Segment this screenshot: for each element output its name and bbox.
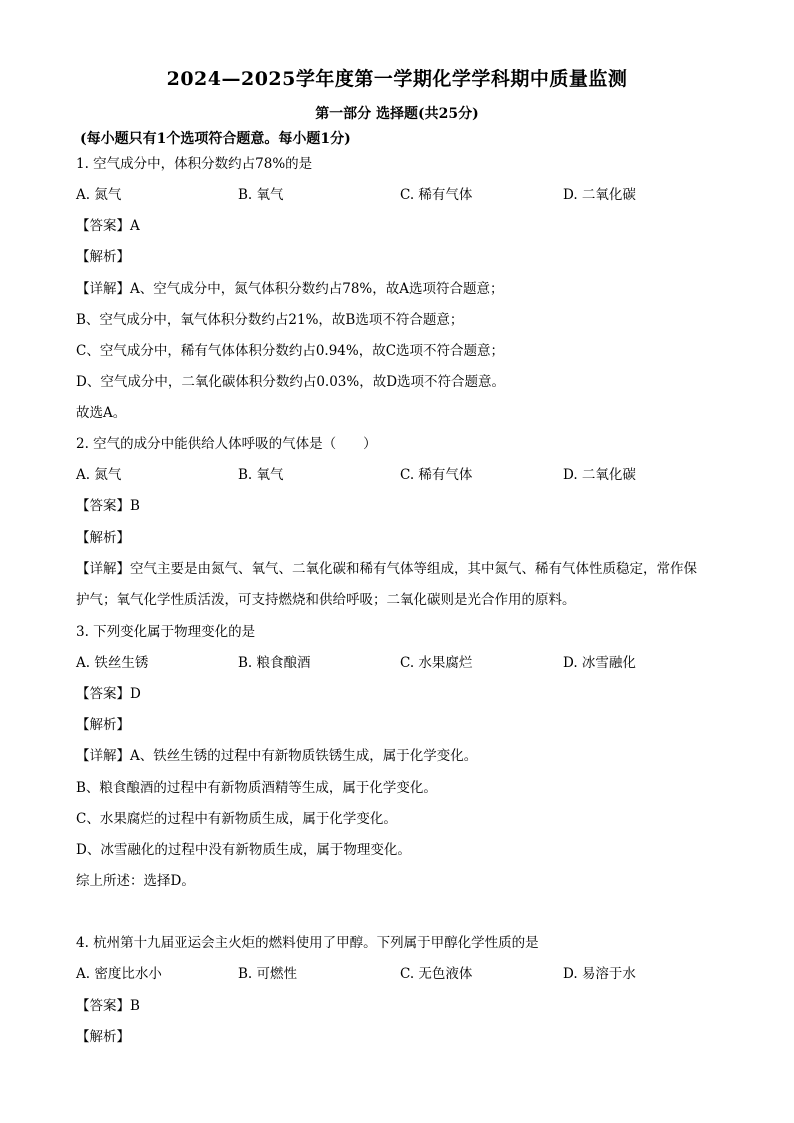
question-4-analysis: 【解析】 xyxy=(76,1029,130,1045)
question-3-detail-line: D、冰雪融化的过程中没有新物质生成，属于物理变化。 xyxy=(76,842,411,858)
question-2-detail-line: 护气；氧气化学性质活泼，可支持燃烧和供给呼吸；二氧化碳则是光合作用的原料。 xyxy=(76,592,576,608)
question-1-detail-line: 故选A。 xyxy=(76,405,127,421)
question-4-option-c: C. 无色液体 xyxy=(400,966,473,982)
section-heading: 第一部分 选择题(共25分) xyxy=(315,106,479,122)
question-1-option-d: D. 二氧化碳 xyxy=(563,187,636,203)
question-1-option-b: B. 氧气 xyxy=(238,187,284,203)
question-4-option-d: D. 易溶于水 xyxy=(563,966,636,982)
question-3-answer: 【答案】D xyxy=(76,686,141,702)
question-2-option-a: A. 氮气 xyxy=(76,467,122,483)
section-note: (每小题只有1个选项符合题意。每小题1分) xyxy=(80,131,351,147)
question-3-detail-line: 综上所述：选择D。 xyxy=(76,873,195,889)
question-3-detail-line: C、水果腐烂的过程中有新物质生成，属于化学变化。 xyxy=(76,811,397,827)
question-1-detail-line: D、空气成分中，二氧化碳体积分数约占0.03%，故D选项不符合题意。 xyxy=(76,374,506,390)
question-3-analysis: 【解析】 xyxy=(76,717,130,733)
question-2-detail-line: 【详解】空气主要是由氮气、氧气、二氧化碳和稀有气体等组成，其中氮气、稀有气体性质稳定，常作保 xyxy=(76,561,697,577)
question-1-option-c: C. 稀有气体 xyxy=(400,187,473,203)
question-3-option-d: D. 冰雪融化 xyxy=(563,655,636,671)
question-1-analysis: 【解析】 xyxy=(76,249,130,265)
question-3-detail-line: 【详解】A、铁丝生锈的过程中有新物质铁锈生成，属于化学变化。 xyxy=(76,748,478,764)
question-1-option-a: A. 氮气 xyxy=(76,187,122,203)
question-3-option-b: B. 粮食酿酒 xyxy=(238,655,311,671)
question-1-stem: 1. 空气成分中，体积分数约占78%的是 xyxy=(76,156,313,172)
question-3-stem: 3. 下列变化属于物理变化的是 xyxy=(76,624,256,640)
question-4-stem: 4. 杭州第十九届亚运会主火炬的燃料使用了甲醇。下列属于甲醇化学性质的是 xyxy=(76,935,539,951)
question-2-answer: 【答案】B xyxy=(76,498,140,514)
question-1-detail-line: C、空气成分中，稀有气体体积分数约占0.94%，故C选项不符合题意； xyxy=(76,343,505,359)
question-2-option-b: B. 氧气 xyxy=(238,467,284,483)
question-1-detail-line: 【详解】A、空气成分中，氮气体积分数约占78%，故A选项符合题意； xyxy=(76,281,504,297)
question-4-option-b: B. 可燃性 xyxy=(238,966,298,982)
question-2-analysis: 【解析】 xyxy=(76,530,130,546)
question-3-option-c: C. 水果腐烂 xyxy=(400,655,473,671)
question-3-option-a: A. 铁丝生锈 xyxy=(76,655,149,671)
question-3-detail-line: B、粮食酿酒的过程中有新物质酒精等生成，属于化学变化。 xyxy=(76,780,437,796)
question-2-option-d: D. 二氧化碳 xyxy=(563,467,636,483)
question-1-answer: 【答案】A xyxy=(76,218,140,234)
question-4-option-a: A. 密度比水小 xyxy=(76,966,162,982)
question-4-answer: 【答案】B xyxy=(76,998,140,1014)
question-1-detail-line: B、空气成分中，氧气体积分数约占21%，故B选项不符合题意； xyxy=(76,312,464,328)
question-2-stem: 2. 空气的成分中能供给人体呼吸的气体是（ ） xyxy=(76,436,377,452)
page-title: 2024—2025学年度第一学期化学学科期中质量监测 xyxy=(166,68,628,90)
question-2-option-c: C. 稀有气体 xyxy=(400,467,473,483)
